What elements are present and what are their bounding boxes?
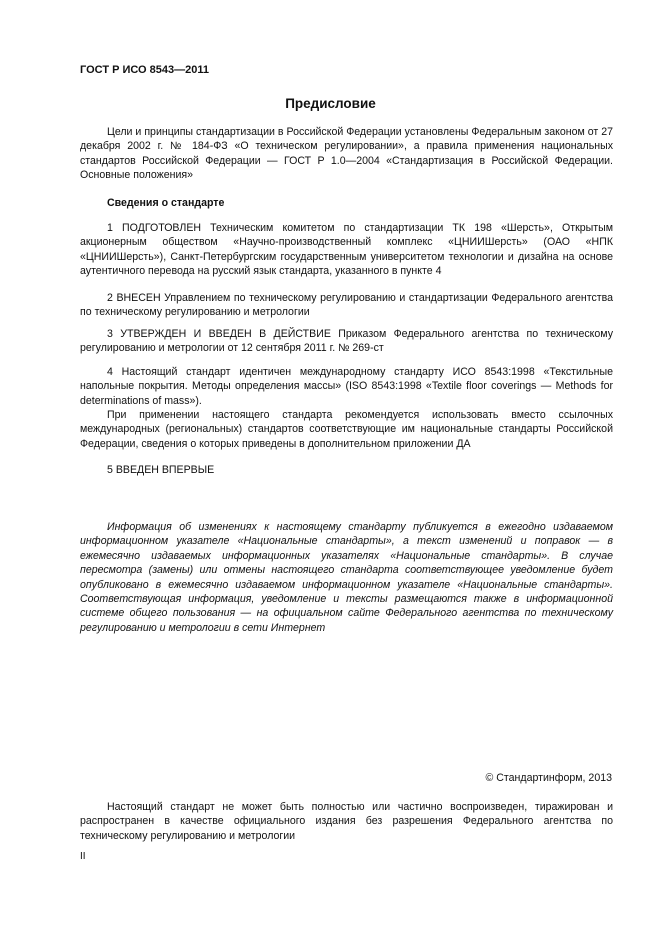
item-4-note-paragraph: При применении настоящего стандарта рекомендуется использовать вместо ссылочных международных (региональных) стандартов соответствующие им национальные стандарты Российской Федерации, сведения о которых приведены в дополнительном приложении ДА [80,409,613,450]
intro-paragraph: Цели и принципы стандартизации в Российской Федерации установлены Федеральным законом от 27 декабря 2002 г. № 184-ФЗ «О техническом регулировании», а правила применения национальных стандартов Российской Федерации — ГОСТ Р 1.0—2004 «Стандартизация в Российской Федерации. Основные положения» [80,126,613,182]
item-1-paragraph: 1 ПОДГОТОВЛЕН Техническим комитетом по стандартизации ТК 198 «Шерсть», Открытым акционерным обществом «Научно-производственный комплекс «ЦНИИШерсть» (ОАО «НПК «ЦНИИШерсть»), Санкт-Петербургским государственным университетом технологии и дизайна на основе аутентичного перевода на русский язык стандарта, указанного в пункте 4 [80,222,613,278]
page-title: Предисловие [285,96,376,111]
item-2-paragraph: 2 ВНЕСЕН Управлением по техническому регулированию и стандартизации Федерального агентства по техническому регулированию и метрологии [80,292,613,319]
document-id-header: ГОСТ Р ИСО 8543—2011 [80,64,210,76]
page-number: II [80,851,86,862]
item-5-paragraph: 5 ВВЕДЕН ВПЕРВЫЕ [107,464,215,476]
item-3-paragraph: 3 УТВЕРЖДЕН И ВВЕДЕН В ДЕЙСТВИЕ Приказом Федерального агентства по техническому регулированию и метрологии от 12 сентября 2011 г. № 269-ст [80,328,613,355]
section-heading: Сведения о стандарте [107,197,225,209]
amendments-notice: Информация об изменениях к настоящему стандарту публикуется в ежегодно издаваемом информационном указателе «Национальные стандарты», а текст изменений и поправок — в ежемесячно издаваемых информационных указателях «Национальные стандарты». В случае пересмотра (замены) или отмены настоящего стандарта соответствующее уведомление будет опубликовано в ежемесячно издаваемом информационном указателе «Национальные стандарты». Соответствующая информация, уведомление и тексты размещаются также в информационной системе общего пользования — на официальном сайте Федерального агентства по техническому регулированию и метрологии в сети Интернет [80,521,613,634]
copyright-line: © Стандартинформ, 2013 [485,772,612,784]
item-4-paragraph: 4 Настоящий стандарт идентичен международному стандарту ИСО 8543:1998 «Текстильные напольные покрытия. Методы определения массы» (ISO 8543:1998 «Textile floor coverings — Methods for determinations of mass»). [80,366,613,407]
reproduction-notice: Настоящий стандарт не может быть полностью или частично воспроизведен, тиражирован и распространен в качестве официального издания без разрешения Федерального агентства по техническому регулированию и метрологии [80,801,613,842]
